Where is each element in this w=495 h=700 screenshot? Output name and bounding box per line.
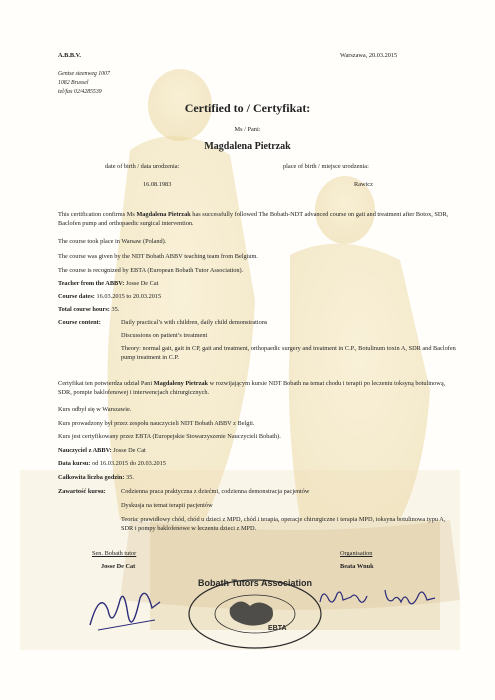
organisation-signature: [315, 582, 445, 612]
english-course-dates-row: Course dates: 16.03.2015 to 20.03.2015: [58, 293, 162, 300]
polish-intro-paragraph: Certyfikat ten potwierdza udział Pani Magdaleny Pietrzak w rozwijającym kursie NDT Bobath na temat chodu i terapii po leczeniu toksyną botulinową, SDR, pompie baklofenowej i interwencjach chirurgicznych.: [58, 380, 446, 396]
ebta-seal: [180, 568, 330, 650]
address-tel-fax: tel/fax 02/4285539: [58, 89, 102, 95]
english-course-content-label: Course content:: [58, 319, 101, 326]
english-content-item-1: Daily practical’s with children, daily child demonstrations: [121, 319, 268, 326]
tutor-name: Josse De Cat: [101, 563, 136, 570]
polish-teacher-row: Nauczyciel z ABBV: Josse De Cat: [58, 447, 146, 454]
polish-course-content-label: Zawartość kursu:: [58, 488, 106, 495]
english-location-line: The course took place in Warsaw (Poland).: [58, 238, 167, 245]
address-line-2: 1082 Brussel: [58, 80, 89, 86]
english-intro-paragraph: This certification confirms Ms Magdalena Pietrzak has successfully followed The Bobath-NDT advanced course on gait and treatment after Botox, SDR, Baclofen pump and orthopaedic surgical intervention.: [58, 211, 449, 227]
polish-course-dates-row: Data kursu: od 16.03.2015 do 20.03.2015: [58, 460, 166, 467]
organization-abbreviation: A.B.B.V.: [58, 52, 81, 59]
certificate-title: Certified to / Certyfikat:: [184, 101, 311, 115]
polish-content-item-1: Codzienna praca praktyczna z dziećmi, codzienna demonstracja pacjentów: [121, 488, 310, 495]
polish-course-hours-row: Całkowita liczba godzin: 35.: [58, 474, 134, 481]
english-team-line: The course was given by the NDT Bobath ABBV teaching team from Belgium.: [58, 253, 259, 260]
polish-team-line: Kurs prowadzony był przez zespołu nauczycieli NDT Bobath ABBV z Belgii.: [58, 420, 255, 427]
recipient-name: Magdalena Pietrzak: [204, 141, 291, 152]
issue-place-date: Warszawa, 20.03.2015: [340, 52, 398, 59]
polish-location-line: Kurs odbył się w Warszawie.: [58, 406, 132, 413]
place-of-birth-label: place of birth / miejsce urodzenia:: [283, 163, 369, 170]
english-teacher-row: Teacher from the ABBV: Josse De Cat: [58, 280, 159, 287]
english-course-hours-row: Total course hours: 35.: [58, 306, 120, 313]
english-content-item-3: Theory: normal gait, gait in CP, gait and treatment, orthopaedic surgery and treatment in C.P., Botulinum toxin A, SDR and Baclofen pump treatment in C.P.: [121, 345, 456, 361]
organisation-signatory-name: Beata Wnuk: [340, 563, 374, 570]
english-recognition-line: The course is recognized by EBTA (European Bobath Tutor Association).: [58, 267, 244, 274]
organisation-role-label: Organisation: [340, 550, 373, 557]
polish-recognition-line: Kurs jest certyfikowany przez EBTA (Europejskie Stowarzyszenie Nauczycieli Bobath).: [58, 433, 281, 440]
address-line-1: Gentse steenweg 1007: [58, 71, 110, 77]
date-of-birth-value: 16.08.1983: [143, 181, 172, 188]
date-of-birth-label: date of birth / data urodzenia:: [105, 163, 180, 170]
polish-content-item-3: Teoria: prawidłowy chód, chód u dzieci z MPD, chód i terapia, operacje chirurgiczne i terapia MPD, toksyna botulinowa typu A, SDR i pompy baklofenowe w leczeniu dzieci z MPD.: [121, 516, 446, 532]
tutor-role-label: Sen. Bobath tutor: [92, 550, 137, 557]
polish-content-item-2: Dyskusja na temat terapii pacjentów: [121, 502, 213, 509]
seal-ebta-text: EBTA: [268, 625, 287, 632]
english-content-item-2: Discussions on patient’s treatment: [121, 332, 208, 339]
salutation: Ms / Pani:: [234, 126, 261, 133]
tutor-signature: [80, 580, 170, 640]
place-of-birth-value: Rawicz: [354, 181, 373, 188]
seal-organization-text: Bobath Tutors Association: [197, 578, 313, 588]
